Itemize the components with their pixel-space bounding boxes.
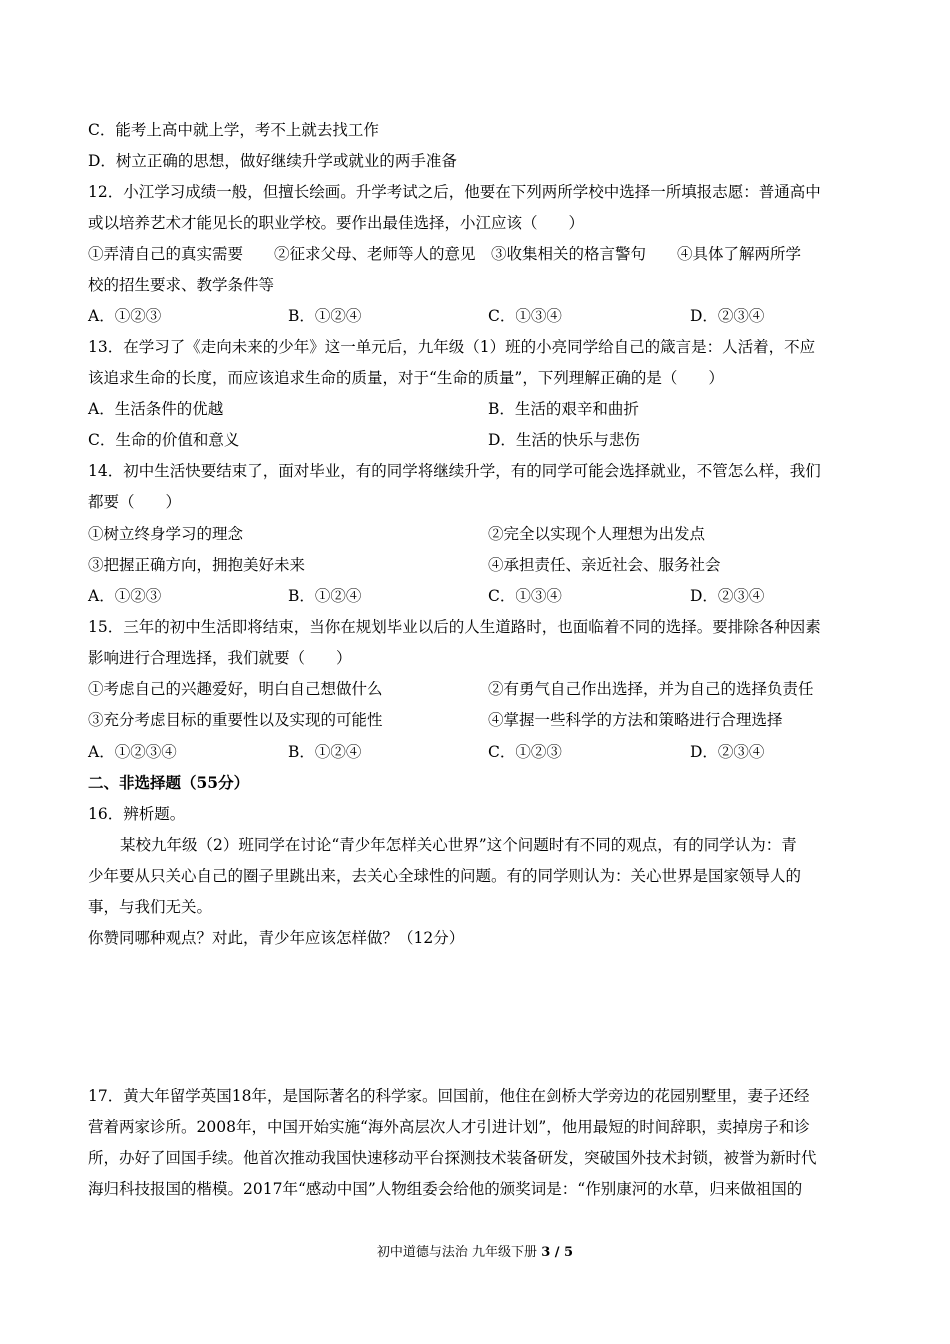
q15-option-c: C．①②③ — [488, 743, 562, 761]
q15-stem-line-2: 影响进行合理选择，我们就要（ ） — [88, 649, 352, 667]
q15-item-1: ①考虑自己的兴趣爱好，明白自己想做什么 — [88, 680, 383, 698]
q14-option-c: C．①③④ — [488, 587, 562, 605]
q17-line-4: 海归科技报国的楷模。2017年“感动中国”人物组委会给他的颁奖词是：“作别康河的水草，归来做祖国的 — [88, 1180, 803, 1198]
page-number: 3 / 5 — [541, 1245, 574, 1260]
q15-stem-line-1: 15．三年的初中生活即将结束，当你在规划毕业以后的人生道路时，也面临着不同的选择。要排除各种因素 — [88, 618, 821, 636]
q14-item-3: ③把握正确方向，拥抱美好未来 — [88, 556, 306, 574]
section-heading: 二、非选择题（55分） — [88, 773, 250, 792]
q13-option-b: B．生活的艰辛和曲折 — [488, 400, 639, 418]
q15-option-d: D．②③④ — [690, 743, 765, 761]
q14-item-4: ④承担责任、亲近社会、服务社会 — [488, 556, 721, 574]
q12-stem-line-1: 12．小江学习成绩一般，但擅长绘画。升学考试之后，他要在下列两所学校中选择一所填报志愿：普通高中 — [88, 183, 821, 201]
q12-stem-line-2: 或以培养艺术才能见长的职业学校。要作出最佳选择，小江应该（ ） — [88, 214, 585, 232]
q15-item-3: ③充分考虑目标的重要性以及实现的可能性 — [88, 711, 383, 729]
q17-line-2: 营着两家诊所。2008年，中国开始实施“海外高层次人才引进计划”，他用最短的时间辞职，卖掉房子和诊 — [88, 1118, 810, 1136]
q15-option-a: A．①②③④ — [88, 743, 177, 761]
q12-items-line-2: 校的招生要求、教学条件等 — [88, 276, 275, 294]
q12-option-d: D．②③④ — [690, 307, 765, 325]
q15-option-b: B．①②④ — [288, 743, 362, 761]
q14-stem-line-2: 都要（ ） — [88, 493, 182, 511]
q14-item-2: ②完全以实现个人理想为出发点 — [488, 525, 706, 543]
q14-option-a: A．①②③ — [88, 587, 162, 605]
q12-option-b: B．①②④ — [288, 307, 362, 325]
q14-option-d: D．②③④ — [690, 587, 765, 605]
q16-paragraph-line-2: 少年要从只关心自己的圈子里跳出来，去关心全球性的问题。有的同学则认为：关心世界是国家领导人的 — [88, 867, 802, 885]
q17-line-3: 所，办好了回国手续。他首次推动我国快速移动平台探测技术装备研发，突破国外技术封锁，被誉为新时代 — [88, 1149, 817, 1167]
q14-stem-line-1: 14．初中生活快要结束了，面对毕业，有的同学将继续升学，有的同学可能会选择就业，不管怎么样，我们 — [88, 462, 821, 480]
q16-question: 你赞同哪种观点？对此，青少年应该怎样做？（12分） — [88, 929, 465, 947]
page-footer — [0, 1244, 950, 1262]
q12-items-line-1: ①弄清自己的真实需要 ②征求父母、老师等人的意见 ③收集相关的格言警句 ④具体了解两所学 — [88, 245, 802, 263]
q15-item-2: ②有勇气自己作出选择，并为自己的选择负责任 — [488, 680, 814, 698]
q16-paragraph-line-1: 某校九年级（2）班同学在讨论“青少年怎样关心世界”这个问题时有不同的观点，有的同学认为：青 — [120, 836, 797, 854]
q13-stem-line-2: 该追求生命的长度，而应该追求生命的质量，对于“生命的质量”，下列理解正确的是（ ） — [88, 369, 724, 387]
footer-title: 初中道德与法治 九年级下册 — [376, 1245, 538, 1260]
q12-option-c: C．①③④ — [488, 307, 562, 325]
q11-option-c: C．能考上高中就上学，考不上就去找工作 — [88, 121, 379, 139]
q14-option-b: B．①②④ — [288, 587, 362, 605]
q13-option-a: A．生活条件的优越 — [88, 400, 224, 418]
q11-option-d: D．树立正确的思想，做好继续升学或就业的两手准备 — [88, 152, 457, 170]
q16-paragraph-line-3: 事，与我们无关。 — [88, 898, 213, 916]
q13-stem-line-1: 13．在学习了《走向未来的少年》这一单元后，九年级（1）班的小亮同学给自己的箴言是：人活着，不应 — [88, 338, 816, 356]
q13-option-d: D．生活的快乐与悲伤 — [488, 431, 640, 449]
q15-item-4: ④掌握一些科学的方法和策略进行合理选择 — [488, 711, 783, 729]
q12-option-a: A．①②③ — [88, 307, 162, 325]
q17-line-1: 17．黄大年留学英国18年，是国际著名的科学家。回国前，他住在剑桥大学旁边的花园别墅里，妻子还经 — [88, 1087, 810, 1105]
q16-label: 16．辨析题。 — [88, 805, 186, 823]
q13-option-c: C．生命的价值和意义 — [88, 431, 240, 449]
q14-item-1: ①树立终身学习的理念 — [88, 525, 244, 543]
